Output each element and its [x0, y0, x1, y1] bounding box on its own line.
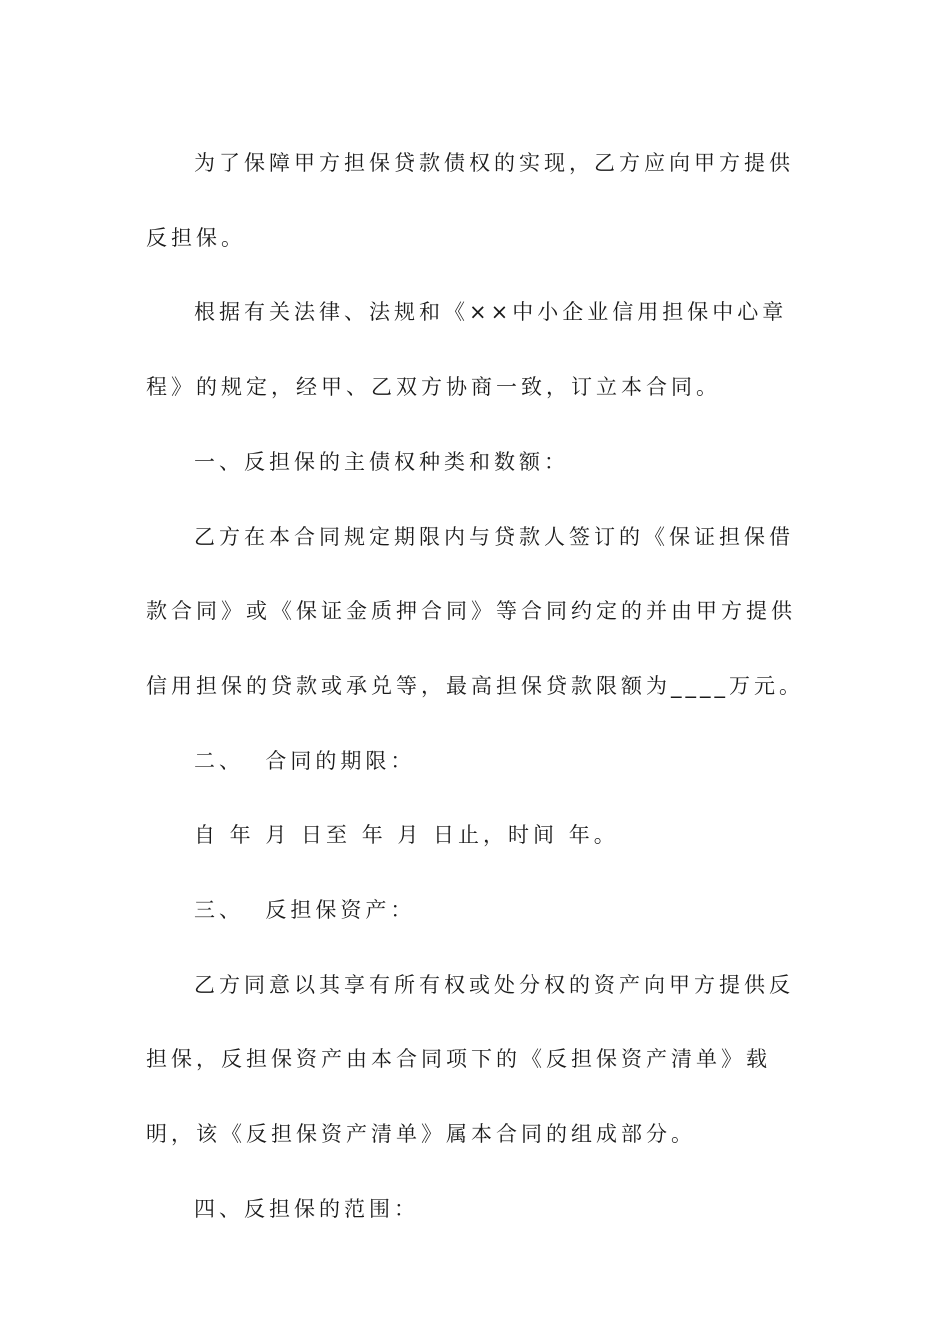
- paragraph-legal-basis: 根据有关法律、法规和《××中小企业信用担保中心章程》的规定，经甲、乙双方协商一致，订立本合同。: [146, 300, 788, 400]
- section-heading-4: 四、反担保的范围：: [194, 1196, 419, 1221]
- paragraph-purpose: 为了保障甲方担保贷款债权的实现，乙方应向甲方提供反担保。: [146, 151, 794, 250]
- section-heading-2: 二、 合同的期限：: [194, 748, 416, 773]
- document-body: [146, 126, 806, 1247]
- paragraph-debt-amount: 乙方在本合同规定期限内与贷款人签订的《保证担保借款合同》或《保证金质押合同》等合同约定的并由甲方提供信用担保的贷款或承兑等，最高担保贷款限额为____万元。: [146, 524, 804, 698]
- paragraph-assets: 乙方同意以其享有所有权或处分权的资产向甲方提供反担保，反担保资产由本合同项下的《反担保资产清单》载明，该《反担保资产清单》属本合同的组成部分。: [146, 972, 794, 1147]
- section-heading-3: 三、 反担保资产：: [194, 898, 416, 923]
- paragraph-contract-term: 自 年 月 日至 年 月 日止，时间 年。: [194, 823, 619, 848]
- section-heading-1: 一、反担保的主债权种类和数额：: [194, 449, 569, 474]
